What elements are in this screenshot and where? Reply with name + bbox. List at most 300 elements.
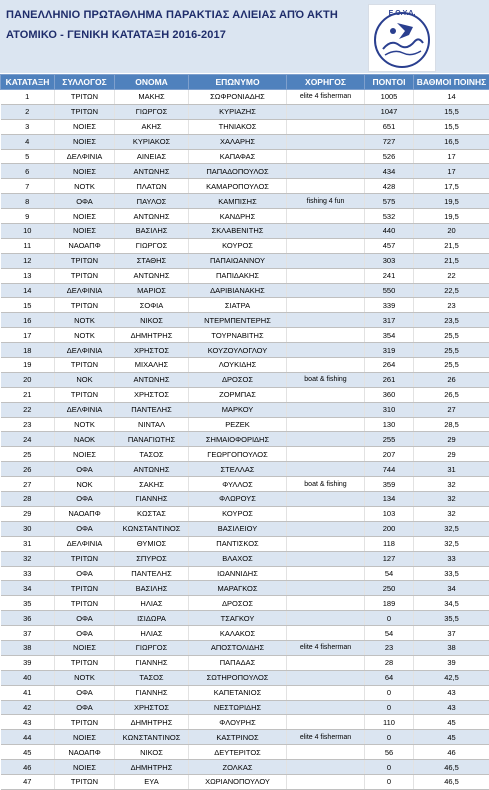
cell-points: 189 [365, 596, 414, 611]
cell-first-name: ΠΑΝΤΕΛΗΣ [115, 402, 189, 417]
cell-first-name: ΠΑΝΑΓΙΩΤΗΣ [115, 432, 189, 447]
cell-club: ΝΟΤΚ [55, 328, 115, 343]
cell-last-name: ΤΣΑΓΚΟΥ [189, 611, 287, 626]
table-row [1, 253, 489, 268]
table-row [1, 700, 489, 715]
cell-penalty-points: 43 [414, 700, 489, 715]
cell-sponsor [287, 224, 365, 239]
cell-sponsor [287, 298, 365, 313]
cell-points: 339 [365, 298, 414, 313]
cell-points: 54 [365, 566, 414, 581]
cell-club: ΝΟΚ [55, 477, 115, 492]
cell-last-name: ΒΑΣΙΛΕΙΟΥ [189, 521, 287, 536]
cell-first-name: ΜΑΡΙΟΣ [115, 283, 189, 298]
cell-club: ΝΟΙΕΣ [55, 119, 115, 134]
cell-first-name: ΣΑΚΗΣ [115, 477, 189, 492]
table-row [1, 149, 489, 164]
cell-first-name: ΤΑΣΟΣ [115, 670, 189, 685]
cell-sponsor: fishing 4 fun [287, 194, 365, 209]
cell-points: 241 [365, 268, 414, 283]
table-row [1, 506, 489, 521]
cell-points: 200 [365, 521, 414, 536]
table-row [1, 447, 489, 462]
cell-penalty-points: 42,5 [414, 670, 489, 685]
cell-rank: 15 [1, 298, 55, 313]
cell-points: 1047 [365, 104, 414, 119]
cell-points: 526 [365, 149, 414, 164]
cell-first-name: ΠΑΝΤΕΛΗΣ [115, 566, 189, 581]
cell-sponsor [287, 626, 365, 641]
cell-sponsor [287, 149, 365, 164]
cell-last-name: ΔΡΟΣΟΣ [189, 596, 287, 611]
cell-penalty-points: 34 [414, 581, 489, 596]
cell-club: ΔΕΛΦΙΝΙΑ [55, 149, 115, 164]
cell-last-name: ΧΩΡΙΑΝΟΠΟΥΛΟΥ [189, 774, 287, 789]
cell-last-name: ΦΛΩΡΟΥΣ [189, 492, 287, 507]
cell-penalty-points: 23,5 [414, 313, 489, 328]
cell-last-name: ΚΑΜΑΡΟΠΟΥΛΟΣ [189, 179, 287, 194]
cell-penalty-points: 27 [414, 402, 489, 417]
table-row [1, 164, 489, 179]
cell-points: 0 [365, 611, 414, 626]
cell-points: 23 [365, 640, 414, 655]
cell-first-name: ΚΥΡΙΑΚΟΣ [115, 134, 189, 149]
cell-last-name: ΔΡΟΣΟΣ [189, 372, 287, 387]
col-header-points: ΠΟΝΤΟΙ [365, 75, 414, 90]
cell-points: 0 [365, 700, 414, 715]
cell-penalty-points: 32,5 [414, 536, 489, 551]
cell-club: ΤΡΙΤΩΝ [55, 268, 115, 283]
cell-rank: 37 [1, 626, 55, 641]
cell-club: ΤΡΙΤΩΝ [55, 358, 115, 373]
cell-sponsor [287, 506, 365, 521]
cell-sponsor [287, 521, 365, 536]
table-row [1, 402, 489, 417]
table-row [1, 224, 489, 239]
cell-club: ΟΦΑ [55, 626, 115, 641]
table-row [1, 328, 489, 343]
table-row [1, 358, 489, 373]
cell-rank: 26 [1, 462, 55, 477]
cell-points: 207 [365, 447, 414, 462]
cell-last-name: ΤΗΝΙΑΚΟΣ [189, 119, 287, 134]
cell-sponsor [287, 283, 365, 298]
cell-points: 56 [365, 745, 414, 760]
cell-last-name: ΒΛΑΧΟΣ [189, 551, 287, 566]
cell-rank: 28 [1, 492, 55, 507]
cell-sponsor [287, 164, 365, 179]
cell-last-name: ΝΕΣΤΩΡΙΔΗΣ [189, 700, 287, 715]
cell-penalty-points: 33 [414, 551, 489, 566]
cell-rank: 2 [1, 104, 55, 119]
cell-rank: 30 [1, 521, 55, 536]
cell-points: 310 [365, 402, 414, 417]
cell-first-name: ΙΣΙΔΩΡΑ [115, 611, 189, 626]
cell-last-name: ΡΕΖΕΚ [189, 417, 287, 432]
cell-sponsor [287, 134, 365, 149]
table-row [1, 640, 489, 655]
cell-points: 744 [365, 462, 414, 477]
col-header-first-name: ΟΝΟΜΑ [115, 75, 189, 90]
cell-rank: 46 [1, 760, 55, 775]
cell-last-name: ΤΟΥΡΝΑΒΙΤΗΣ [189, 328, 287, 343]
cell-first-name: ΑΚΗΣ [115, 119, 189, 134]
cell-sponsor [287, 343, 365, 358]
cell-rank: 3 [1, 119, 55, 134]
cell-penalty-points: 32,5 [414, 521, 489, 536]
cell-rank: 45 [1, 745, 55, 760]
cell-first-name: ΔΗΜΗΤΡΗΣ [115, 715, 189, 730]
cell-first-name: ΣΟΦΙΑ [115, 298, 189, 313]
cell-first-name: ΓΙΑΝΝΗΣ [115, 685, 189, 700]
cell-club: ΤΡΙΤΩΝ [55, 104, 115, 119]
cell-penalty-points: 15,5 [414, 119, 489, 134]
cell-penalty-points: 17 [414, 164, 489, 179]
cell-first-name: ΝΙΝΤΑΛ [115, 417, 189, 432]
cell-sponsor [287, 402, 365, 417]
table-row [1, 611, 489, 626]
cell-last-name: ΣΚΛΑΒΕΝΙΤΗΣ [189, 224, 287, 239]
cell-first-name: ΒΑΣΙΛΗΣ [115, 224, 189, 239]
cell-first-name: ΣΠΥΡΟΣ [115, 551, 189, 566]
table-row [1, 119, 489, 134]
cell-first-name: ΑΝΤΩΝΗΣ [115, 164, 189, 179]
cell-points: 359 [365, 477, 414, 492]
cell-sponsor: elite 4 fisherman [287, 640, 365, 655]
table-row [1, 670, 489, 685]
cell-first-name: ΝΙΚΟΣ [115, 313, 189, 328]
table-row [1, 179, 489, 194]
table-row [1, 581, 489, 596]
cell-points: 317 [365, 313, 414, 328]
cell-last-name: ΖΟΛΚΑΣ [189, 760, 287, 775]
cell-points: 0 [365, 730, 414, 745]
cell-rank: 36 [1, 611, 55, 626]
cell-club: ΝΟΙΕΣ [55, 224, 115, 239]
cell-first-name: ΜΙΧΑΛΗΣ [115, 358, 189, 373]
cell-last-name: ΠΑΠΑΔΟΠΟΥΛΟΣ [189, 164, 287, 179]
cell-sponsor [287, 611, 365, 626]
cell-first-name: ΤΑΣΟΣ [115, 447, 189, 462]
cell-points: 118 [365, 536, 414, 551]
cell-first-name: ΧΡΗΣΤΟΣ [115, 387, 189, 402]
cell-penalty-points: 26 [414, 372, 489, 387]
cell-first-name: ΑΝΤΩΝΗΣ [115, 209, 189, 224]
cell-club: ΝΟΚ [55, 372, 115, 387]
cell-rank: 24 [1, 432, 55, 447]
table-row [1, 774, 489, 789]
cell-sponsor [287, 462, 365, 477]
cell-first-name: ΚΩΝΣΤΑΝΤΙΝΟΣ [115, 730, 189, 745]
cell-last-name: ΚΟΥΖΟΥΛΟΓΛΟΥ [189, 343, 287, 358]
cell-sponsor: boat & fishing [287, 477, 365, 492]
table-row [1, 536, 489, 551]
cell-penalty-points: 19,5 [414, 209, 489, 224]
cell-sponsor [287, 268, 365, 283]
cell-penalty-points: 17,5 [414, 179, 489, 194]
cell-rank: 23 [1, 417, 55, 432]
cell-first-name: ΝΙΚΟΣ [115, 745, 189, 760]
cell-rank: 39 [1, 655, 55, 670]
table-row [1, 372, 489, 387]
cell-sponsor [287, 700, 365, 715]
table-row [1, 417, 489, 432]
cell-first-name: ΔΗΜΗΤΡΗΣ [115, 760, 189, 775]
table-row [1, 730, 489, 745]
table-row [1, 626, 489, 641]
cell-penalty-points: 35,5 [414, 611, 489, 626]
table-row [1, 387, 489, 402]
cell-club: ΝΑΟΚ [55, 432, 115, 447]
cell-club: ΝΟΤΚ [55, 417, 115, 432]
cell-points: 360 [365, 387, 414, 402]
cell-penalty-points: 22 [414, 268, 489, 283]
cell-penalty-points: 26,5 [414, 387, 489, 402]
cell-club: ΟΦΑ [55, 685, 115, 700]
cell-sponsor [287, 432, 365, 447]
cell-penalty-points: 45 [414, 715, 489, 730]
cell-sponsor [287, 581, 365, 596]
table-row [1, 432, 489, 447]
table-row [1, 209, 489, 224]
cell-last-name: ΝΤΕΡΜΠΕΝΤΕΡΗΣ [189, 313, 287, 328]
cell-rank: 44 [1, 730, 55, 745]
cell-penalty-points: 29 [414, 432, 489, 447]
cell-penalty-points: 34,5 [414, 596, 489, 611]
cell-points: 110 [365, 715, 414, 730]
cell-points: 434 [365, 164, 414, 179]
table-row [1, 90, 489, 105]
cell-first-name: ΑΝΤΩΝΗΣ [115, 372, 189, 387]
table-row [1, 238, 489, 253]
cell-penalty-points: 46,5 [414, 760, 489, 775]
cell-rank: 31 [1, 536, 55, 551]
cell-club: ΤΡΙΤΩΝ [55, 90, 115, 105]
cell-last-name: ΜΑΡΚΟΥ [189, 402, 287, 417]
cell-sponsor [287, 313, 365, 328]
cell-first-name: ΠΑΥΛΟΣ [115, 194, 189, 209]
table-row [1, 134, 489, 149]
cell-sponsor [287, 253, 365, 268]
cell-club: ΝΟΙΕΣ [55, 164, 115, 179]
cell-club: ΤΡΙΤΩΝ [55, 715, 115, 730]
cell-rank: 25 [1, 447, 55, 462]
cell-club: ΤΡΙΤΩΝ [55, 298, 115, 313]
cell-penalty-points: 17 [414, 149, 489, 164]
cell-club: ΟΦΑ [55, 521, 115, 536]
cell-sponsor [287, 209, 365, 224]
cell-points: 130 [365, 417, 414, 432]
cell-sponsor [287, 447, 365, 462]
cell-penalty-points: 25,5 [414, 328, 489, 343]
cell-club: ΝΟΙΕΣ [55, 760, 115, 775]
cell-club: ΤΡΙΤΩΝ [55, 596, 115, 611]
cell-rank: 17 [1, 328, 55, 343]
cell-last-name: ΚΑΠΕΤΑΝΙΟΣ [189, 685, 287, 700]
cell-sponsor [287, 358, 365, 373]
cell-last-name: ΚΑΛΑΚΟΣ [189, 626, 287, 641]
cell-club: ΟΦΑ [55, 462, 115, 477]
cell-sponsor [287, 774, 365, 789]
cell-first-name: ΓΙΑΝΝΗΣ [115, 492, 189, 507]
cell-points: 103 [365, 506, 414, 521]
cell-club: ΝΟΤΚ [55, 179, 115, 194]
cell-rank: 35 [1, 596, 55, 611]
table-row [1, 655, 489, 670]
cell-points: 550 [365, 283, 414, 298]
cell-points: 532 [365, 209, 414, 224]
cell-rank: 4 [1, 134, 55, 149]
cell-club: ΝΟΙΕΣ [55, 640, 115, 655]
table-row [1, 685, 489, 700]
cell-points: 127 [365, 551, 414, 566]
cell-first-name: ΔΗΜΗΤΡΗΣ [115, 328, 189, 343]
cell-penalty-points: 32 [414, 492, 489, 507]
cell-rank: 42 [1, 700, 55, 715]
table-row [1, 551, 489, 566]
cell-first-name: ΓΙΩΡΓΟΣ [115, 238, 189, 253]
cell-club: ΤΡΙΤΩΝ [55, 655, 115, 670]
cell-rank: 27 [1, 477, 55, 492]
table-row [1, 745, 489, 760]
cell-rank: 13 [1, 268, 55, 283]
cell-club: ΝΟΙΕΣ [55, 730, 115, 745]
cell-last-name: ΦΛΟΥΡΗΣ [189, 715, 287, 730]
cell-last-name: ΚΑΝΔΡΗΣ [189, 209, 287, 224]
cell-points: 303 [365, 253, 414, 268]
cell-penalty-points: 16,5 [414, 134, 489, 149]
cell-first-name: ΧΡΗΣΤΟΣ [115, 343, 189, 358]
cell-first-name: ΑΝΤΩΝΗΣ [115, 462, 189, 477]
cell-sponsor [287, 715, 365, 730]
cell-last-name: ΛΟΥΚΙΔΗΣ [189, 358, 287, 373]
cell-club: ΟΦΑ [55, 566, 115, 581]
table-row [1, 596, 489, 611]
cell-rank: 11 [1, 238, 55, 253]
club-logo [368, 4, 436, 72]
cell-penalty-points: 46 [414, 745, 489, 760]
cell-first-name: ΗΛΙΑΣ [115, 626, 189, 641]
cell-club: ΟΦΑ [55, 194, 115, 209]
cell-club: ΝΟΙΕΣ [55, 447, 115, 462]
cell-rank: 9 [1, 209, 55, 224]
cell-sponsor [287, 492, 365, 507]
cell-last-name: ΖΟΡΜΠΑΣ [189, 387, 287, 402]
cell-points: 1005 [365, 90, 414, 105]
cell-rank: 19 [1, 358, 55, 373]
cell-first-name: ΗΛΙΑΣ [115, 596, 189, 611]
cell-first-name: ΧΡΗΣΤΟΣ [115, 700, 189, 715]
cell-penalty-points: 19,5 [414, 194, 489, 209]
cell-club: ΝΟΤΚ [55, 313, 115, 328]
cell-first-name: ΠΛΑΤΩΝ [115, 179, 189, 194]
cell-penalty-points: 39 [414, 655, 489, 670]
col-header-last-name: ΕΠΩΝΥΜΟ [189, 75, 287, 90]
cell-club: ΔΕΛΦΙΝΙΑ [55, 536, 115, 551]
cell-last-name: ΚΥΡΙΑΖΗΣ [189, 104, 287, 119]
cell-first-name: ΓΙΩΡΓΟΣ [115, 104, 189, 119]
cell-first-name: ΑΝΤΩΝΗΣ [115, 268, 189, 283]
table-row [1, 760, 489, 775]
cell-club: ΔΕΛΦΙΝΙΑ [55, 283, 115, 298]
cell-rank: 8 [1, 194, 55, 209]
cell-first-name: ΕΥΑ [115, 774, 189, 789]
cell-rank: 43 [1, 715, 55, 730]
cell-sponsor [287, 179, 365, 194]
table-header-row [1, 75, 489, 90]
cell-rank: 38 [1, 640, 55, 655]
cell-last-name: ΠΑΠΑΔΑΣ [189, 655, 287, 670]
table-row [1, 521, 489, 536]
cell-rank: 29 [1, 506, 55, 521]
cell-points: 354 [365, 328, 414, 343]
table-row [1, 313, 489, 328]
cell-club: ΤΡΙΤΩΝ [55, 387, 115, 402]
cell-penalty-points: 25,5 [414, 358, 489, 373]
cell-rank: 41 [1, 685, 55, 700]
cell-points: 54 [365, 626, 414, 641]
cell-club: ΟΦΑ [55, 700, 115, 715]
cell-rank: 10 [1, 224, 55, 239]
cell-club: ΝΑΟΑΠΦ [55, 506, 115, 521]
cell-penalty-points: 25,5 [414, 343, 489, 358]
cell-first-name: ΘΥΜΙΟΣ [115, 536, 189, 551]
cell-last-name: ΚΟΥΡΟΣ [189, 506, 287, 521]
cell-sponsor [287, 670, 365, 685]
cell-sponsor [287, 566, 365, 581]
cell-rank: 16 [1, 313, 55, 328]
cell-penalty-points: 28,5 [414, 417, 489, 432]
cell-last-name: ΔΕΥΤΕΡΙΤΟΣ [189, 745, 287, 760]
title-line-2: ΑΤΟΜΙΚΟ - ΓΕΝΙΚΗ ΚΑΤΑΤΑΞΗ 2016-2017 [6, 29, 226, 41]
cell-last-name: ΚΑΜΠΙΣΗΣ [189, 194, 287, 209]
cell-first-name: ΒΑΣΙΛΗΣ [115, 581, 189, 596]
cell-points: 28 [365, 655, 414, 670]
cell-last-name: ΧΑΛΑΡΗΣ [189, 134, 287, 149]
cell-first-name: ΣΤΑΘΗΣ [115, 253, 189, 268]
cell-rank: 12 [1, 253, 55, 268]
cell-club: ΟΦΑ [55, 611, 115, 626]
table-row [1, 194, 489, 209]
table-row [1, 462, 489, 477]
cell-penalty-points: 43 [414, 685, 489, 700]
cell-penalty-points: 32 [414, 477, 489, 492]
cell-sponsor [287, 760, 365, 775]
cell-rank: 22 [1, 402, 55, 417]
cell-sponsor [287, 536, 365, 551]
table-row [1, 715, 489, 730]
cell-last-name: ΙΩΑΝΝΙΔΗΣ [189, 566, 287, 581]
table-row [1, 283, 489, 298]
table-row [1, 343, 489, 358]
cell-club: ΝΑΟΑΠΦ [55, 238, 115, 253]
cell-rank: 33 [1, 566, 55, 581]
cell-points: 261 [365, 372, 414, 387]
cell-points: 0 [365, 774, 414, 789]
cell-rank: 18 [1, 343, 55, 358]
cell-rank: 7 [1, 179, 55, 194]
cell-penalty-points: 46,5 [414, 774, 489, 789]
cell-last-name: ΚΑΠΑΦΑΣ [189, 149, 287, 164]
table-row [1, 298, 489, 313]
cell-penalty-points: 37 [414, 626, 489, 641]
cell-points: 428 [365, 179, 414, 194]
table-body [1, 90, 489, 790]
cell-rank: 47 [1, 774, 55, 789]
cell-points: 0 [365, 760, 414, 775]
cell-rank: 32 [1, 551, 55, 566]
cell-rank: 1 [1, 90, 55, 105]
